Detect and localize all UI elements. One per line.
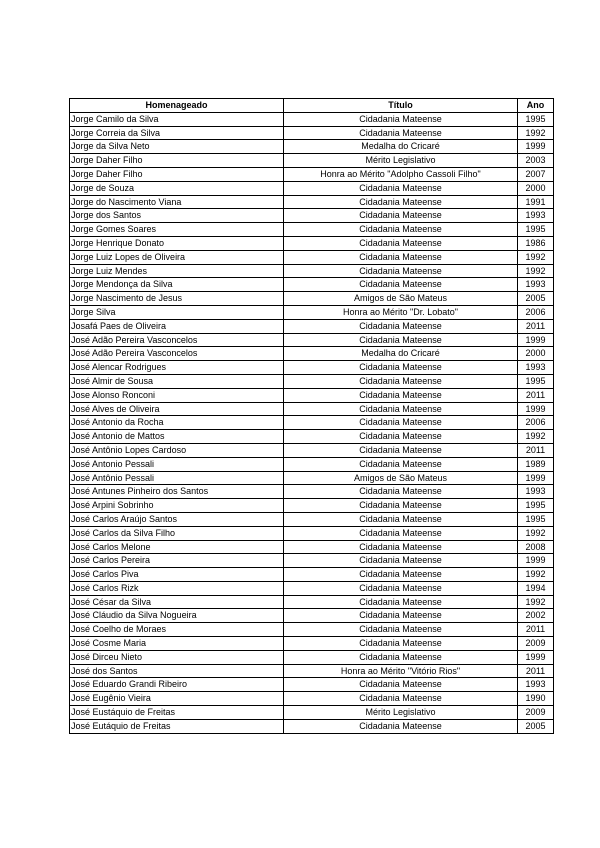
title-cell: Cidadania Mateense [284, 623, 518, 637]
title-cell: Honra ao Mérito "Dr. Lobato" [284, 305, 518, 319]
year-cell: 1995 [518, 499, 554, 513]
title-cell: Cidadania Mateense [284, 499, 518, 513]
honoree-cell: Jorge de Souza [70, 181, 284, 195]
title-cell: Cidadania Mateense [284, 361, 518, 375]
title-cell: Honra ao Mérito "Vitório Rios" [284, 664, 518, 678]
year-cell: 1995 [518, 374, 554, 388]
title-cell: Cidadania Mateense [284, 250, 518, 264]
honoree-cell: José Antonio da Rocha [70, 416, 284, 430]
year-cell: 2003 [518, 154, 554, 168]
table-row [70, 526, 554, 540]
header-year: Ano [518, 99, 554, 113]
title-cell: Cidadania Mateense [284, 112, 518, 126]
year-cell: 2009 [518, 706, 554, 720]
title-cell: Cidadania Mateense [284, 692, 518, 706]
honoree-cell: Jorge Nascimento de Jesus [70, 292, 284, 306]
table-row [70, 236, 554, 250]
title-cell: Cidadania Mateense [284, 223, 518, 237]
table-row [70, 719, 554, 733]
table-row [70, 333, 554, 347]
honoree-cell: José Almir de Sousa [70, 374, 284, 388]
title-cell: Cidadania Mateense [284, 264, 518, 278]
honoree-cell: José Antonio de Mattos [70, 430, 284, 444]
honoree-cell: José dos Santos [70, 664, 284, 678]
year-cell: 1993 [518, 678, 554, 692]
honoree-cell: Jorge da Silva Neto [70, 140, 284, 154]
year-cell: 2008 [518, 540, 554, 554]
honoree-cell: Jorge Luiz Mendes [70, 264, 284, 278]
honoree-cell: José Carlos Rizk [70, 581, 284, 595]
table-row [70, 678, 554, 692]
year-cell: 2002 [518, 609, 554, 623]
honoree-cell: Jose Alonso Ronconi [70, 388, 284, 402]
honoree-cell: Jorge Luiz Lopes de Oliveira [70, 250, 284, 264]
year-cell: 1999 [518, 333, 554, 347]
honoree-cell: José Carlos da Silva Filho [70, 526, 284, 540]
table-row [70, 637, 554, 651]
table-row [70, 264, 554, 278]
year-cell: 1990 [518, 692, 554, 706]
honoree-cell: José Alencar Rodrigues [70, 361, 284, 375]
title-cell: Medalha do Cricaré [284, 347, 518, 361]
table-row [70, 374, 554, 388]
title-cell: Cidadania Mateense [284, 554, 518, 568]
table-row [70, 223, 554, 237]
title-cell: Cidadania Mateense [284, 637, 518, 651]
honoree-cell: Jorge Silva [70, 305, 284, 319]
table-row [70, 112, 554, 126]
honoree-cell: José Eustáquio de Freitas [70, 706, 284, 720]
honoree-cell: Jorge Daher Filho [70, 167, 284, 181]
year-cell: 1999 [518, 554, 554, 568]
title-cell: Amigos de São Mateus [284, 292, 518, 306]
title-cell: Medalha do Cricaré [284, 140, 518, 154]
title-cell: Cidadania Mateense [284, 512, 518, 526]
year-cell: 1991 [518, 195, 554, 209]
table-row [70, 581, 554, 595]
year-cell: 2005 [518, 292, 554, 306]
title-cell: Cidadania Mateense [284, 595, 518, 609]
table-row [70, 540, 554, 554]
year-cell: 2005 [518, 719, 554, 733]
honoree-cell: Jorge Gomes Soares [70, 223, 284, 237]
title-cell: Cidadania Mateense [284, 581, 518, 595]
year-cell: 2006 [518, 305, 554, 319]
honoree-cell: José Alves de Oliveira [70, 402, 284, 416]
table-header-row [70, 99, 554, 113]
honoree-cell: Jorge Henrique Donato [70, 236, 284, 250]
title-cell: Cidadania Mateense [284, 319, 518, 333]
title-cell: Cidadania Mateense [284, 609, 518, 623]
table-row [70, 471, 554, 485]
year-cell: 1995 [518, 223, 554, 237]
year-cell: 1999 [518, 402, 554, 416]
table-row [70, 167, 554, 181]
honoree-cell: Jorge do Nascimento Viana [70, 195, 284, 209]
title-cell: Cidadania Mateense [284, 333, 518, 347]
honoree-cell: José Eugênio Vieira [70, 692, 284, 706]
year-cell: 1993 [518, 278, 554, 292]
honoree-cell: José Adão Pereira Vasconcelos [70, 347, 284, 361]
title-cell: Cidadania Mateense [284, 485, 518, 499]
title-cell: Cidadania Mateense [284, 719, 518, 733]
title-cell: Cidadania Mateense [284, 650, 518, 664]
title-cell: Cidadania Mateense [284, 443, 518, 457]
honoree-cell: José César da Silva [70, 595, 284, 609]
title-cell: Cidadania Mateense [284, 126, 518, 140]
honoree-cell: José Antonio Pessali [70, 457, 284, 471]
title-cell: Cidadania Mateense [284, 195, 518, 209]
table-row [70, 347, 554, 361]
year-cell: 2007 [518, 167, 554, 181]
honoree-cell: José Arpini Sobrinho [70, 499, 284, 513]
table-row [70, 457, 554, 471]
honoree-cell: José Antônio Pessali [70, 471, 284, 485]
table-row [70, 361, 554, 375]
table-row [70, 402, 554, 416]
honoree-cell: José Adão Pereira Vasconcelos [70, 333, 284, 347]
year-cell: 2000 [518, 347, 554, 361]
year-cell: 1992 [518, 250, 554, 264]
table-row [70, 485, 554, 499]
table-row [70, 512, 554, 526]
honoree-cell: José Carlos Piva [70, 568, 284, 582]
title-cell: Amigos de São Mateus [284, 471, 518, 485]
title-cell: Cidadania Mateense [284, 181, 518, 195]
year-cell: 2011 [518, 623, 554, 637]
honoree-cell: Jorge dos Santos [70, 209, 284, 223]
year-cell: 1994 [518, 581, 554, 595]
table-row [70, 664, 554, 678]
honorees-table [69, 98, 554, 734]
year-cell: 2009 [518, 637, 554, 651]
table-row [70, 609, 554, 623]
title-cell: Cidadania Mateense [284, 457, 518, 471]
title-cell: Cidadania Mateense [284, 526, 518, 540]
year-cell: 1999 [518, 650, 554, 664]
table-row [70, 319, 554, 333]
header-title: Título [284, 99, 518, 113]
year-cell: 1999 [518, 471, 554, 485]
title-cell: Cidadania Mateense [284, 540, 518, 554]
year-cell: 1992 [518, 126, 554, 140]
year-cell: 1995 [518, 112, 554, 126]
title-cell: Cidadania Mateense [284, 374, 518, 388]
year-cell: 1992 [518, 595, 554, 609]
honoree-cell: José Eutáquio de Freitas [70, 719, 284, 733]
year-cell: 2011 [518, 443, 554, 457]
table-row [70, 623, 554, 637]
year-cell: 1993 [518, 361, 554, 375]
year-cell: 2011 [518, 664, 554, 678]
table-row [70, 499, 554, 513]
honoree-cell: Josafá Paes de Oliveira [70, 319, 284, 333]
honoree-cell: Jorge Mendonça da Silva [70, 278, 284, 292]
year-cell: 2011 [518, 319, 554, 333]
year-cell: 1993 [518, 209, 554, 223]
table-row [70, 443, 554, 457]
table-row [70, 305, 554, 319]
table-row [70, 388, 554, 402]
table-row [70, 430, 554, 444]
table-row [70, 154, 554, 168]
honoree-cell: José Carlos Araújo Santos [70, 512, 284, 526]
honoree-cell: José Antônio Lopes Cardoso [70, 443, 284, 457]
table-row [70, 195, 554, 209]
header-honoree: Homenageado [70, 99, 284, 113]
table-row [70, 250, 554, 264]
table-body [70, 112, 554, 733]
title-cell: Cidadania Mateense [284, 430, 518, 444]
title-cell: Cidadania Mateense [284, 278, 518, 292]
table-row [70, 650, 554, 664]
honoree-cell: José Carlos Pereira [70, 554, 284, 568]
honoree-cell: José Cosme Maria [70, 637, 284, 651]
year-cell: 2011 [518, 388, 554, 402]
title-cell: Mérito Legislativo [284, 706, 518, 720]
title-cell: Honra ao Mérito "Adolpho Cassoli Filho" [284, 167, 518, 181]
table-row [70, 278, 554, 292]
year-cell: 2000 [518, 181, 554, 195]
year-cell: 1986 [518, 236, 554, 250]
honoree-cell: Jorge Camilo da Silva [70, 112, 284, 126]
title-cell: Cidadania Mateense [284, 416, 518, 430]
year-cell: 1992 [518, 264, 554, 278]
year-cell: 2006 [518, 416, 554, 430]
honoree-cell: Jorge Daher Filho [70, 154, 284, 168]
honoree-cell: José Carlos Melone [70, 540, 284, 554]
table-row [70, 126, 554, 140]
year-cell: 1999 [518, 140, 554, 154]
table-row [70, 554, 554, 568]
honoree-cell: José Eduardo Grandi Ribeiro [70, 678, 284, 692]
title-cell: Cidadania Mateense [284, 678, 518, 692]
year-cell: 1992 [518, 526, 554, 540]
table-row [70, 140, 554, 154]
year-cell: 1989 [518, 457, 554, 471]
year-cell: 1992 [518, 430, 554, 444]
table-row [70, 416, 554, 430]
title-cell: Cidadania Mateense [284, 209, 518, 223]
table-row [70, 568, 554, 582]
table-row [70, 292, 554, 306]
table-row [70, 692, 554, 706]
table-row [70, 181, 554, 195]
table-row [70, 706, 554, 720]
honoree-cell: Jorge Correia da Silva [70, 126, 284, 140]
honoree-cell: José Cláudio da Silva Nogueira [70, 609, 284, 623]
table-row [70, 595, 554, 609]
title-cell: Cidadania Mateense [284, 236, 518, 250]
year-cell: 1992 [518, 568, 554, 582]
table-row [70, 209, 554, 223]
title-cell: Mérito Legislativo [284, 154, 518, 168]
title-cell: Cidadania Mateense [284, 402, 518, 416]
year-cell: 1993 [518, 485, 554, 499]
honoree-cell: José Antunes Pinheiro dos Santos [70, 485, 284, 499]
year-cell: 1995 [518, 512, 554, 526]
title-cell: Cidadania Mateense [284, 568, 518, 582]
honoree-cell: José Dirceu Nieto [70, 650, 284, 664]
honoree-cell: José Coelho de Moraes [70, 623, 284, 637]
title-cell: Cidadania Mateense [284, 388, 518, 402]
